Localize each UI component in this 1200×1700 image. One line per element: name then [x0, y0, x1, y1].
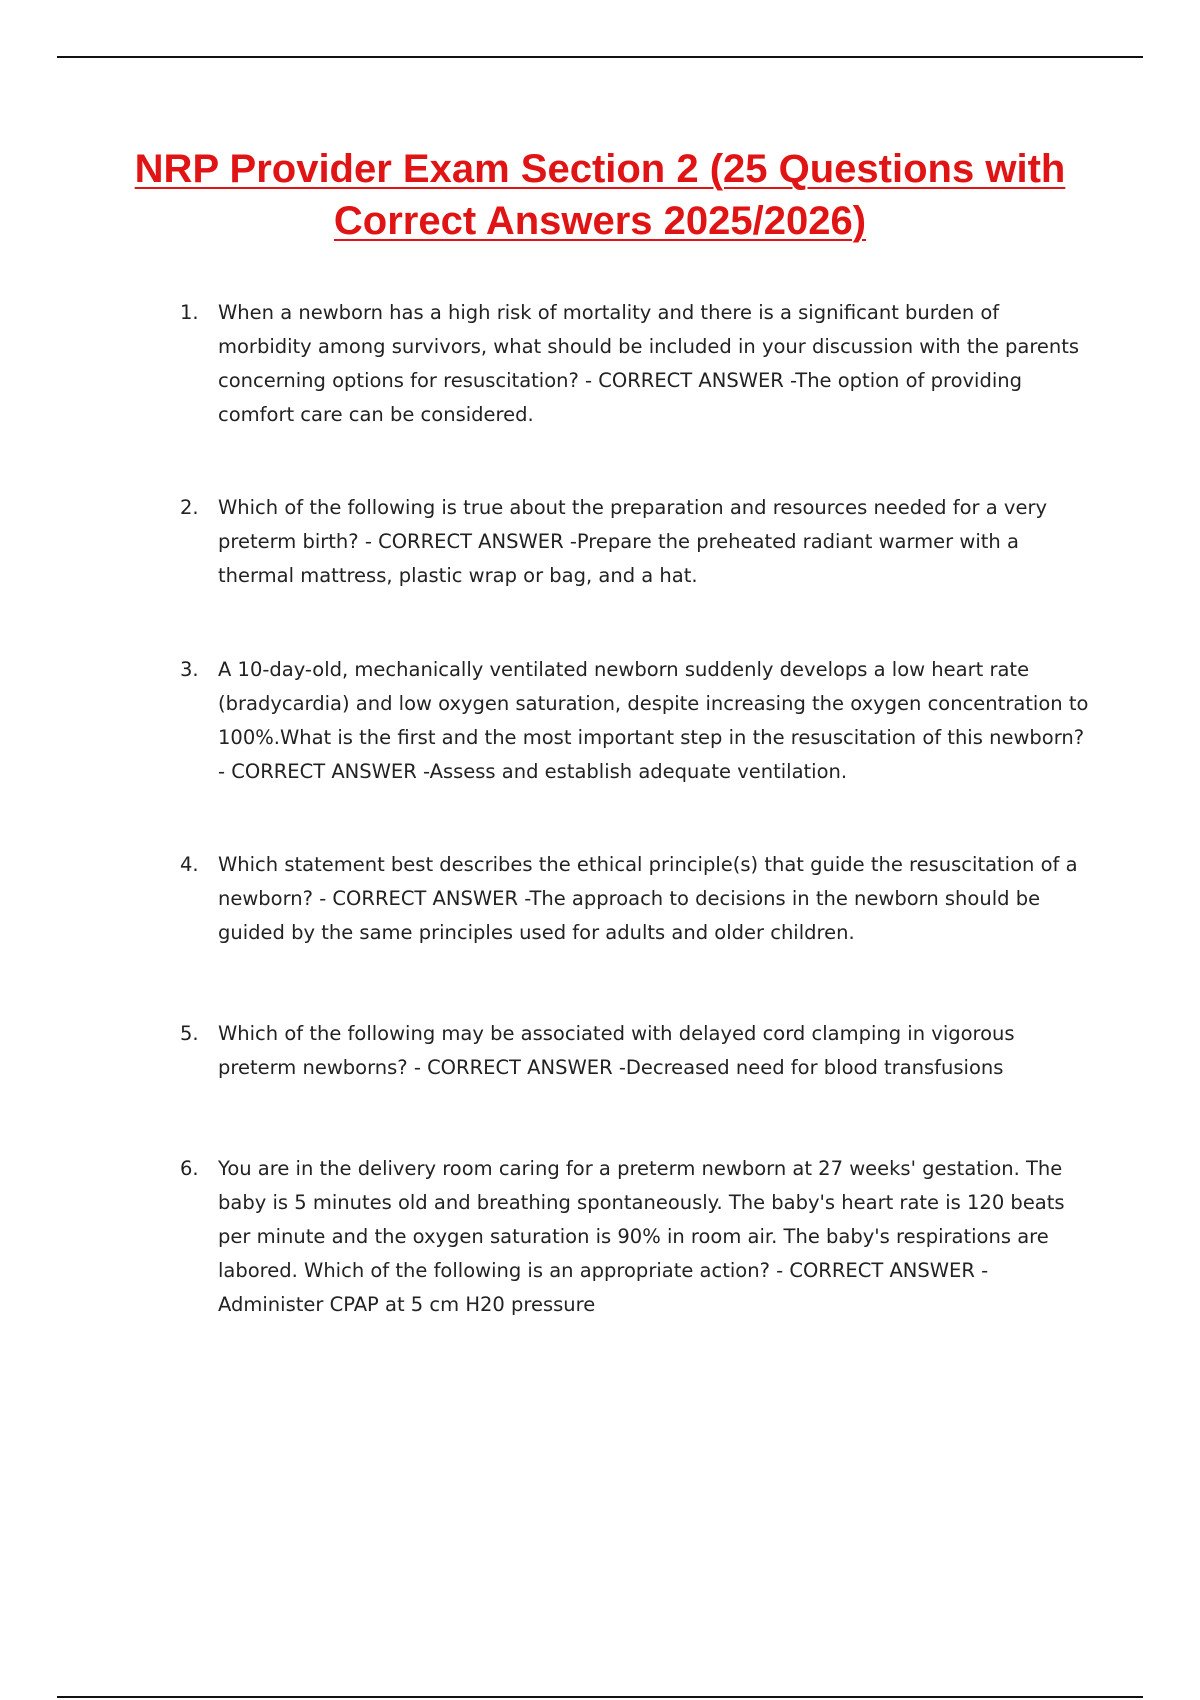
question-text: Which of the following is true about the preparation and resources needed for a very preterm birth? - CORRECT ANSWER -Prepare the preheated radiant warmer with a thermal mattress, plastic wrap or bag, and a hat. — [218, 496, 1047, 587]
question-number: 3. — [180, 658, 199, 681]
question-item-5 — [0, 1017, 1200, 1085]
question-number: 1. — [180, 301, 199, 324]
question-text: Which statement best describes the ethical principle(s) that guide the resuscitation of a newborn? - CORRECT ANSWER -The approach to decisions in the newborn should be guided by the same principles used for adults and older children. — [218, 853, 1078, 944]
question-item-6 — [0, 1152, 1200, 1322]
question-item-4 — [0, 848, 1200, 950]
top-divider — [57, 56, 1143, 58]
question-list — [0, 296, 1200, 1322]
question-text: You are in the delivery room caring for a preterm newborn at 27 weeks' gestation. The baby is 5 minutes old and breathing spontaneously. The baby's heart rate is 120 beats per minute and the oxygen saturation is 90% in room air. The baby's respirations are labored. Which of the following is an appropriate action? - CORRECT ANSWER - Administer CPAP at 5 cm H20 pressure — [218, 1157, 1065, 1316]
question-text: When a newborn has a high risk of mortality and there is a significant burden of morbidity among survivors, what should be included in your discussion with the parents concerning options for resuscitation? - CORRECT ANSWER -The option of providing comfort care can be considered. — [218, 301, 1080, 426]
document-title: NRP Provider Exam Section 2 (25 Questions with Correct Answers 2025/2026) — [134, 147, 1066, 243]
bottom-divider — [57, 1696, 1143, 1698]
question-item-2 — [0, 491, 1200, 593]
question-item-1 — [0, 296, 1200, 432]
question-item-3 — [0, 653, 1200, 789]
question-text: Which of the following may be associated with delayed cord clamping in vigorous preterm newborns? - CORRECT ANSWER -Decreased need for blood transfusions — [218, 1022, 1015, 1079]
question-number: 4. — [180, 853, 199, 876]
question-number: 6. — [180, 1157, 199, 1180]
question-number: 5. — [180, 1022, 199, 1045]
question-text: A 10-day-old, mechanically ventilated newborn suddenly develops a low heart rate (bradycardia) and low oxygen saturation, despite increasing the oxygen concentration to 100%.What is the first and the most important step in the resuscitation of this newborn? - CORRECT ANSWER -Assess and establish adequate ventilation. — [218, 658, 1089, 783]
question-number: 2. — [180, 496, 199, 519]
